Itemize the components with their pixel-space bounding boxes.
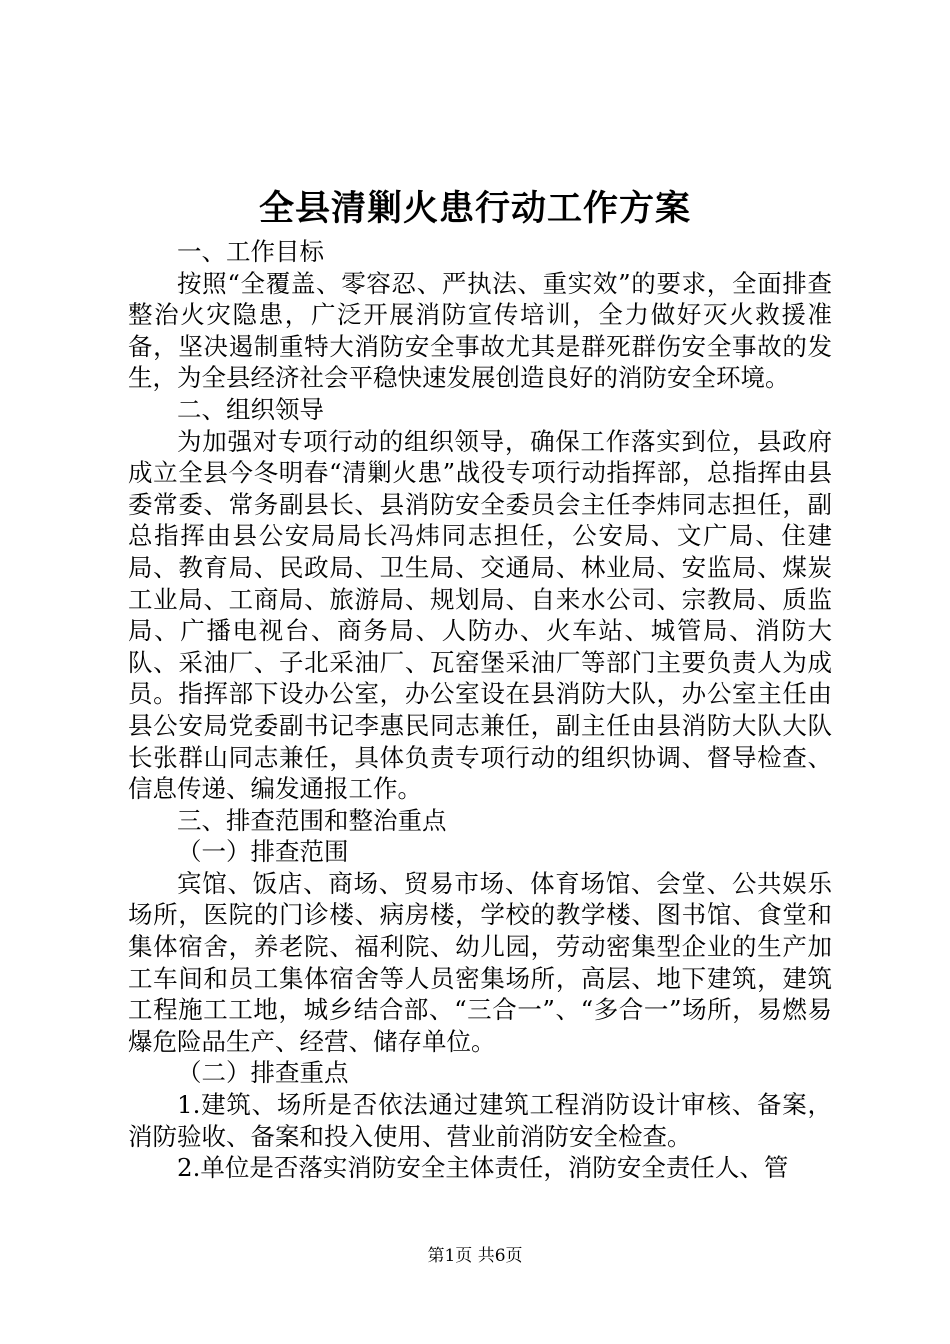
section-heading-goals: 一、工作目标 [177,237,324,266]
paragraph-leadership: 为加强对专项行动的组织领导，确保工作落实到位，县政府成立全县今冬明春“清剿火患”战役专项行动指挥部，总指挥由县委常委、常务副县长、县消防安全委员会主任李炜同志担任，副总指挥由县公安局局长冯炜同志担任，公安局、文广局、住建局、教育局、民政局、卫生局、交通局、林业局、安监局、煤炭工业局、工商局、旅游局、规划局、自来水公司、宗教局、质监局、广播电视台、商务局、人防办、火车站、城管局、消防大队、采油厂、子北采油厂、瓦窑堡采油厂等部门主要负责人为成员。指挥部下设办公室，办公室设在县消防大队，办公室主任由县公安局党委副书记李惠民同志兼任，副主任由县消防大队大队长张群山同志兼任，具体负责专项行动的组织协调、督导检查、信息传递、编发通报工作。 [128,426,832,804]
subsection-heading-focus: （二）排查重点 [177,1058,349,1088]
page-footer: 第1页 共6页 [427,1246,523,1266]
section-heading-leadership: 二、组织领导 [177,394,324,424]
paragraph-goals: 按照“全覆盖、零容忍、严执法、重实效”的要求，全面排查整治火灾隐患，广泛开展消防宣传培训，全力做好灭火救援准备，坚决遏制重特大消防安全事故尤其是群死群伤安全事故的发生，为全县经济社会平稳快速发展创造良好的消防安全环境。 [128,268,832,393]
paragraph-scope: 宾馆、饭店、商场、贸易市场、体育场馆、会堂、公共娱乐场所，医院的门诊楼、病房楼，学校的教学楼、图书馆、食堂和集体宿舍，养老院、福利院、幼儿园，劳动密集型企业的生产加工车间和员工集体宿舍等人员密集场所，高层、地下建筑，建筑工程施工工地，城乡结合部、“三合一”、“多合一”场所，易燃易爆危险品生产、经营、储存单位。 [128,868,832,1056]
document-body [128,236,832,1184]
document-title: 全县清剿火患行动工作方案 [258,188,691,229]
list-item-focus-2: 2.单位是否落实消防安全主体责任，消防安全责任人、管 [177,1153,789,1183]
subsection-heading-scope: （一）排查范围 [177,837,349,867]
section-heading-scope: 三、排查范围和整治重点 [177,805,447,835]
list-item-focus-1: 1.建筑、场所是否依法通过建筑工程消防设计审核、备案，消防验收、备案和投入使用、营业前消防安全检查。 [128,1090,832,1151]
